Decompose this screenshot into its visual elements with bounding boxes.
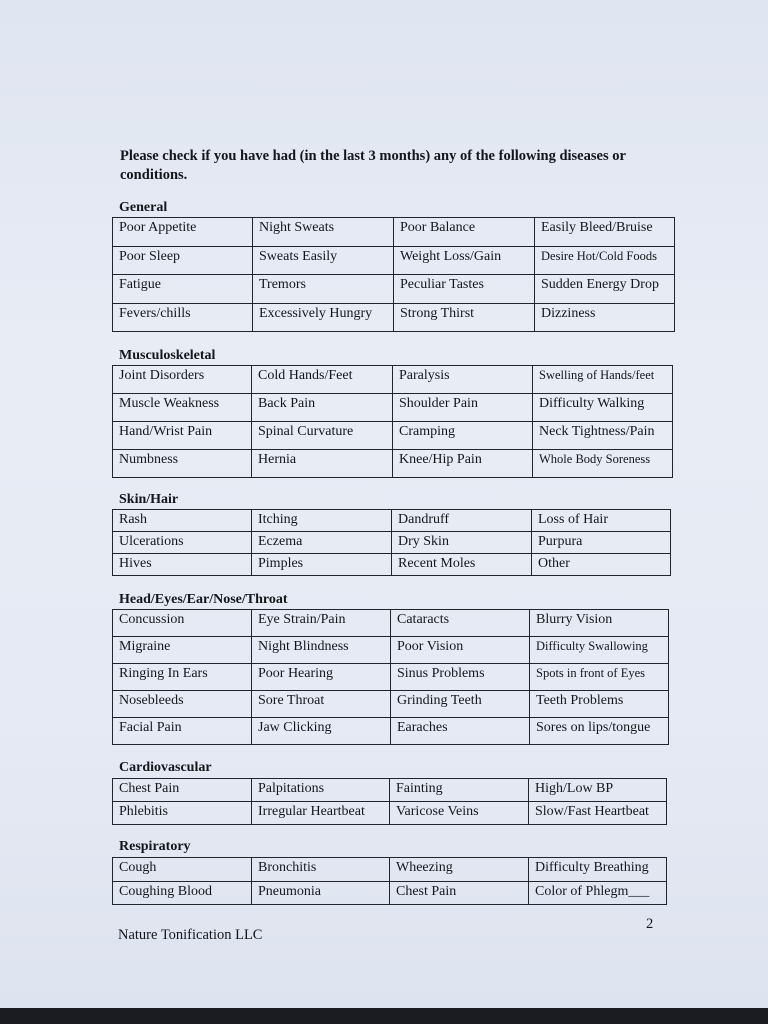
condition-label: Weight Loss/Gain bbox=[400, 248, 502, 264]
condition-label: Spots in front of Eyes bbox=[536, 666, 646, 680]
condition-label: Night Blindness bbox=[258, 639, 349, 654]
condition-label: Muscle Weakness bbox=[119, 396, 220, 411]
condition-label: Palpitations bbox=[258, 781, 325, 796]
condition-cell[interactable] bbox=[113, 532, 252, 554]
condition-label: Migraine bbox=[119, 639, 171, 654]
table-row bbox=[113, 422, 673, 450]
table-row bbox=[113, 246, 675, 275]
condition-label: Dandruff bbox=[398, 512, 450, 527]
condition-label: Concussion bbox=[119, 612, 185, 627]
section-title-skin-hair: Skin/Hair bbox=[119, 492, 179, 507]
table-respiratory bbox=[112, 857, 667, 905]
condition-cell[interactable] bbox=[535, 275, 675, 304]
condition-cell[interactable] bbox=[252, 718, 391, 745]
section-title-general: General bbox=[119, 200, 168, 215]
condition-label: Whole Body Soreness bbox=[539, 452, 651, 466]
condition-label: Blurry Vision bbox=[536, 612, 613, 627]
condition-label: Jaw Clicking bbox=[258, 720, 332, 735]
condition-label: Chest Pain bbox=[396, 883, 457, 899]
table-row bbox=[113, 802, 667, 825]
condition-cell[interactable] bbox=[253, 303, 394, 332]
condition-cell[interactable] bbox=[113, 303, 253, 332]
condition-cell[interactable] bbox=[535, 246, 675, 275]
condition-label: Other bbox=[538, 556, 570, 571]
table-row bbox=[113, 858, 667, 882]
condition-label: Excessively Hungry bbox=[259, 305, 373, 321]
condition-cell[interactable] bbox=[113, 366, 252, 394]
condition-label: Color of Phlegm___ bbox=[535, 883, 650, 899]
table-skin-hair bbox=[112, 509, 671, 576]
condition-cell[interactable] bbox=[252, 532, 392, 554]
condition-cell[interactable] bbox=[532, 554, 671, 576]
condition-cell[interactable] bbox=[533, 450, 673, 478]
condition-label: Poor Appetite bbox=[119, 220, 197, 235]
condition-cell[interactable] bbox=[391, 718, 530, 745]
condition-cell[interactable] bbox=[252, 450, 393, 478]
condition-label: Knee/Hip Pain bbox=[399, 452, 482, 467]
section-title-cardiovascular: Cardiovascular bbox=[119, 760, 212, 775]
table-row bbox=[113, 394, 673, 422]
condition-cell[interactable] bbox=[529, 881, 667, 905]
condition-label: Ulcerations bbox=[119, 534, 184, 549]
condition-label: Sweats Easily bbox=[259, 248, 338, 264]
condition-cell[interactable] bbox=[113, 691, 252, 718]
condition-label: Recent Moles bbox=[398, 556, 476, 571]
condition-cell[interactable] bbox=[113, 218, 253, 247]
condition-label: High/Low BP bbox=[535, 781, 614, 796]
condition-label: Peculiar Tastes bbox=[400, 277, 484, 292]
footer-company-name: Nature Tonification LLC bbox=[118, 927, 263, 943]
condition-label: Itching bbox=[258, 512, 298, 527]
condition-label: Poor Hearing bbox=[258, 666, 334, 681]
table-heent bbox=[112, 609, 669, 745]
condition-label: Neck Tightness/Pain bbox=[539, 424, 655, 439]
condition-cell[interactable] bbox=[532, 510, 671, 532]
condition-cell[interactable] bbox=[535, 303, 675, 332]
condition-label: Poor Balance bbox=[400, 220, 476, 235]
condition-label: Joint Disorders bbox=[119, 368, 205, 383]
condition-label: Sudden Energy Drop bbox=[541, 277, 659, 292]
table-row bbox=[113, 303, 675, 332]
condition-cell[interactable] bbox=[113, 394, 252, 422]
condition-cell[interactable] bbox=[113, 246, 253, 275]
condition-cell[interactable] bbox=[113, 610, 252, 637]
section-title-heent: Head/Eyes/Ear/Nose/Throat bbox=[119, 592, 288, 607]
condition-cell[interactable] bbox=[533, 366, 673, 394]
condition-cell[interactable] bbox=[530, 691, 669, 718]
condition-label: Sinus Problems bbox=[397, 666, 485, 681]
table-row bbox=[113, 779, 667, 802]
condition-cell[interactable] bbox=[530, 664, 669, 691]
condition-cell[interactable] bbox=[252, 394, 393, 422]
condition-cell[interactable] bbox=[252, 858, 390, 882]
condition-label: Fevers/chills bbox=[119, 305, 191, 321]
condition-cell[interactable] bbox=[392, 554, 532, 576]
condition-label: Cough bbox=[119, 860, 157, 875]
condition-cell[interactable] bbox=[113, 275, 253, 304]
condition-label: Varicose Veins bbox=[396, 804, 479, 819]
condition-label: Sores on lips/tongue bbox=[536, 720, 651, 735]
condition-label: Fainting bbox=[396, 781, 443, 796]
condition-cell[interactable] bbox=[113, 858, 252, 882]
table-row bbox=[113, 718, 669, 745]
condition-label: Loss of Hair bbox=[538, 512, 608, 527]
table-row bbox=[113, 218, 675, 247]
condition-cell[interactable] bbox=[252, 691, 391, 718]
condition-label: Poor Vision bbox=[397, 639, 464, 654]
condition-cell[interactable] bbox=[394, 246, 535, 275]
condition-label: Poor Sleep bbox=[119, 248, 181, 264]
condition-cell[interactable] bbox=[113, 779, 252, 802]
condition-label: Dry Skin bbox=[398, 534, 449, 549]
condition-label: Hernia bbox=[258, 452, 297, 467]
condition-cell[interactable] bbox=[252, 422, 393, 450]
condition-label: Eye Strain/Pain bbox=[258, 612, 346, 627]
condition-label: Spinal Curvature bbox=[258, 424, 354, 439]
condition-cell[interactable] bbox=[113, 554, 252, 576]
condition-label: Slow/Fast Heartbeat bbox=[535, 804, 649, 819]
condition-cell[interactable] bbox=[529, 858, 667, 882]
table-row bbox=[113, 366, 673, 394]
condition-cell[interactable] bbox=[530, 718, 669, 745]
page-number: 2 bbox=[646, 916, 654, 932]
condition-cell[interactable] bbox=[253, 218, 394, 247]
condition-cell[interactable] bbox=[391, 664, 530, 691]
condition-label: Teeth Problems bbox=[536, 693, 624, 708]
condition-cell[interactable] bbox=[390, 858, 529, 882]
condition-label: Purpura bbox=[538, 534, 583, 549]
condition-cell[interactable] bbox=[533, 394, 673, 422]
condition-cell[interactable] bbox=[529, 779, 667, 802]
condition-cell[interactable] bbox=[533, 422, 673, 450]
condition-label: Tremors bbox=[259, 277, 306, 292]
condition-cell[interactable] bbox=[252, 366, 393, 394]
condition-label: Difficulty Walking bbox=[539, 396, 645, 411]
condition-cell[interactable] bbox=[390, 802, 529, 825]
condition-label: Hives bbox=[119, 556, 152, 571]
condition-label: Cold Hands/Feet bbox=[258, 368, 353, 383]
condition-cell[interactable] bbox=[113, 422, 252, 450]
condition-cell[interactable] bbox=[393, 394, 533, 422]
condition-label: Fatigue bbox=[119, 277, 161, 292]
condition-cell[interactable] bbox=[113, 718, 252, 745]
condition-label: Dizziness bbox=[541, 305, 596, 321]
condition-cell[interactable] bbox=[393, 450, 533, 478]
condition-cell[interactable] bbox=[532, 532, 671, 554]
condition-cell[interactable] bbox=[535, 218, 675, 247]
condition-cell[interactable] bbox=[391, 691, 530, 718]
condition-label: Coughing Blood bbox=[119, 883, 212, 899]
condition-label: Phlebitis bbox=[119, 804, 169, 819]
condition-cell[interactable] bbox=[252, 554, 392, 576]
condition-label: Facial Pain bbox=[119, 720, 182, 735]
condition-cell[interactable] bbox=[253, 246, 394, 275]
condition-cell[interactable] bbox=[113, 637, 252, 664]
table-general bbox=[112, 217, 675, 332]
condition-cell[interactable] bbox=[253, 275, 394, 304]
condition-label: Shoulder Pain bbox=[399, 396, 478, 411]
condition-cell[interactable] bbox=[252, 881, 390, 905]
condition-label: Paralysis bbox=[399, 368, 450, 383]
table-row bbox=[113, 881, 667, 905]
condition-label: Hand/Wrist Pain bbox=[119, 424, 213, 439]
table-row bbox=[113, 664, 669, 691]
condition-cell[interactable] bbox=[252, 510, 392, 532]
condition-cell[interactable] bbox=[392, 510, 532, 532]
condition-cell[interactable] bbox=[391, 610, 530, 637]
condition-cell[interactable] bbox=[393, 422, 533, 450]
condition-cell[interactable] bbox=[252, 610, 391, 637]
condition-cell[interactable] bbox=[252, 637, 391, 664]
condition-label: Eczema bbox=[258, 534, 303, 549]
form-instructions: Please check if you have had (in the last 3 months) any of the following diseases or conditions. bbox=[120, 148, 626, 183]
condition-label: Easily Bleed/Bruise bbox=[541, 220, 653, 235]
condition-label: Desire Hot/Cold Foods bbox=[541, 248, 657, 263]
condition-label: Strong Thirst bbox=[400, 305, 475, 321]
section-title-musculoskeletal: Musculoskeletal bbox=[119, 348, 216, 363]
table-row bbox=[113, 450, 673, 478]
condition-label: Difficulty Breathing bbox=[535, 860, 649, 875]
condition-label: Ringing In Ears bbox=[119, 666, 208, 681]
table-row bbox=[113, 554, 671, 576]
condition-label: Night Sweats bbox=[259, 220, 335, 235]
condition-cell[interactable] bbox=[390, 779, 529, 802]
table-musculoskeletal bbox=[112, 365, 673, 478]
condition-label: Bronchitis bbox=[258, 860, 317, 875]
condition-label: Cramping bbox=[399, 424, 455, 439]
condition-label: Wheezing bbox=[396, 860, 453, 875]
condition-cell[interactable] bbox=[393, 366, 533, 394]
condition-cell[interactable] bbox=[530, 637, 669, 664]
condition-label: Chest Pain bbox=[119, 781, 180, 796]
condition-cell[interactable] bbox=[392, 532, 532, 554]
table-row bbox=[113, 510, 671, 532]
condition-label: Difficulty Swallowing bbox=[536, 639, 648, 653]
condition-cell[interactable] bbox=[252, 779, 390, 802]
condition-cell[interactable] bbox=[529, 802, 667, 825]
condition-label: Pneumonia bbox=[258, 883, 321, 899]
condition-label: Grinding Teeth bbox=[397, 693, 482, 708]
condition-label: Back Pain bbox=[258, 396, 316, 411]
condition-cell[interactable] bbox=[113, 664, 252, 691]
table-row bbox=[113, 637, 669, 664]
condition-cell[interactable] bbox=[394, 275, 535, 304]
table-row bbox=[113, 610, 669, 637]
condition-cell[interactable] bbox=[113, 450, 252, 478]
condition-cell[interactable] bbox=[252, 802, 390, 825]
condition-cell[interactable] bbox=[391, 637, 530, 664]
table-cardiovascular bbox=[112, 778, 667, 825]
condition-label: Sore Throat bbox=[258, 693, 325, 708]
table-row bbox=[113, 275, 675, 304]
condition-cell[interactable] bbox=[252, 664, 391, 691]
condition-label: Rash bbox=[119, 512, 147, 527]
condition-cell[interactable] bbox=[390, 881, 529, 905]
condition-label: Swelling of Hands/feet bbox=[539, 368, 655, 382]
page-bottom-edge bbox=[0, 1008, 768, 1024]
table-row bbox=[113, 532, 671, 554]
condition-label: Pimples bbox=[258, 556, 304, 571]
condition-label: Earaches bbox=[397, 720, 448, 735]
section-title-respiratory: Respiratory bbox=[119, 839, 191, 854]
condition-label: Irregular Heartbeat bbox=[258, 804, 365, 819]
condition-cell[interactable] bbox=[113, 881, 252, 905]
condition-cell[interactable] bbox=[113, 802, 252, 825]
condition-cell[interactable] bbox=[394, 303, 535, 332]
condition-cell[interactable] bbox=[394, 218, 535, 247]
condition-cell[interactable] bbox=[113, 510, 252, 532]
condition-label: Numbness bbox=[119, 452, 179, 467]
table-row bbox=[113, 691, 669, 718]
condition-cell[interactable] bbox=[530, 610, 669, 637]
condition-label: Cataracts bbox=[397, 612, 450, 627]
condition-label: Nosebleeds bbox=[119, 693, 184, 708]
